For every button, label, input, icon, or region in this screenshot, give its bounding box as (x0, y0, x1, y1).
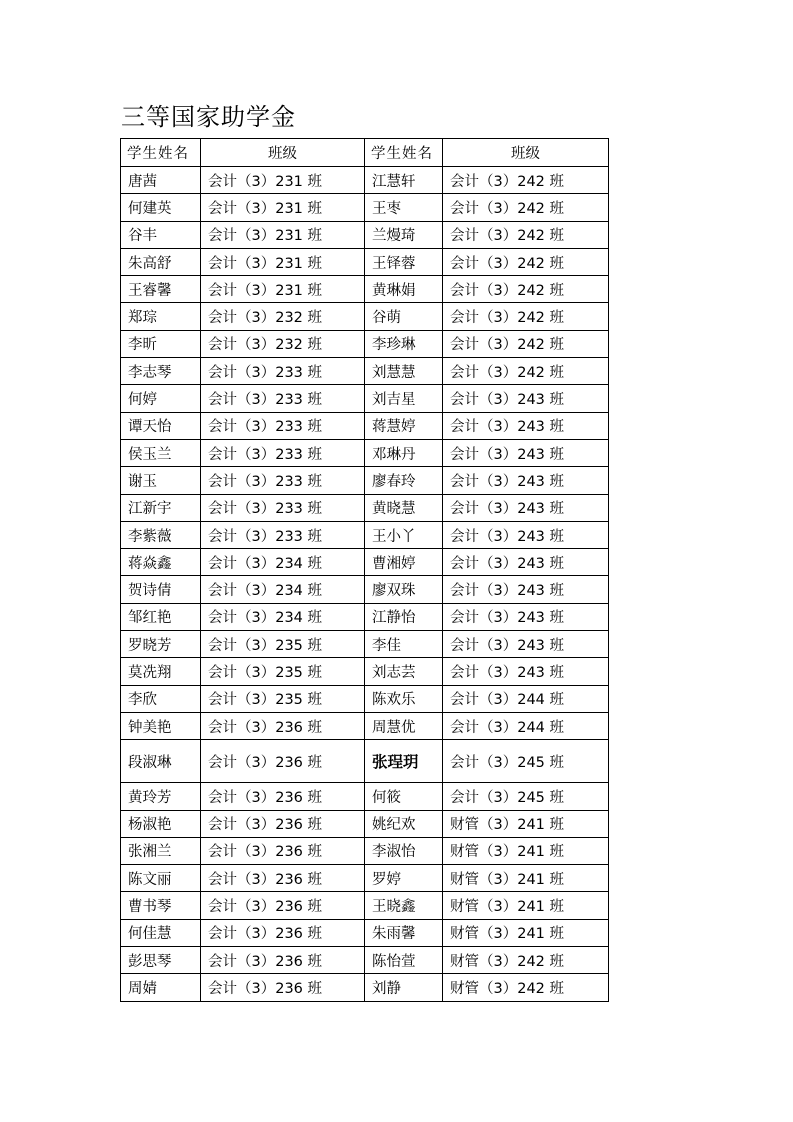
class-left: 会计（3）233 班 (201, 494, 365, 521)
table-row (121, 439, 609, 466)
table-row (121, 783, 609, 810)
page-title: 三等国家助学金 (121, 103, 296, 131)
class-left: 会计（3）236 班 (201, 837, 365, 864)
student-name-left: 黄玲芳 (121, 783, 201, 810)
student-name-right: 兰熳琦 (365, 221, 443, 248)
class-left: 会计（3）234 班 (201, 603, 365, 630)
class-right: 会计（3）243 班 (443, 603, 609, 630)
student-name-right: 江静怡 (365, 603, 443, 630)
class-right: 会计（3）242 班 (443, 167, 609, 194)
student-name-left: 彭思琴 (121, 947, 201, 974)
class-left: 会计（3）233 班 (201, 467, 365, 494)
class-left: 会计（3）231 班 (201, 248, 365, 275)
student-name-right: 陈怡萱 (365, 947, 443, 974)
header-student-name-left: 学生姓名 (121, 139, 201, 167)
table-row (121, 494, 609, 521)
table-row (121, 658, 609, 685)
student-name-right: 李淑怡 (365, 837, 443, 864)
class-right: 会计（3）243 班 (443, 521, 609, 548)
table-row (121, 865, 609, 892)
student-name-right: 姚纪欢 (365, 810, 443, 837)
table-row (121, 276, 609, 303)
student-name-left: 莫冼翔 (121, 658, 201, 685)
table-row (121, 221, 609, 248)
class-left: 会计（3）236 班 (201, 865, 365, 892)
student-name-right: 江慧轩 (365, 167, 443, 194)
class-left: 会计（3）235 班 (201, 658, 365, 685)
table-row (121, 837, 609, 864)
header-class-right: 班级 (443, 139, 609, 167)
student-name-left: 何建英 (121, 194, 201, 221)
student-name-right: 周慧优 (365, 712, 443, 739)
class-left: 会计（3）236 班 (201, 783, 365, 810)
student-name-left: 何佳慧 (121, 919, 201, 946)
student-name-right: 李佳 (365, 631, 443, 658)
class-right: 会计（3）245 班 (443, 783, 609, 810)
table-row (121, 167, 609, 194)
class-left: 会计（3）236 班 (201, 712, 365, 739)
student-name-left: 陈文丽 (121, 865, 201, 892)
class-right: 会计（3）242 班 (443, 194, 609, 221)
student-name-left: 郑琮 (121, 303, 201, 330)
table-row (121, 631, 609, 658)
student-name-left: 张湘兰 (121, 837, 201, 864)
student-name-left: 江新宇 (121, 494, 201, 521)
class-right: 会计（3）243 班 (443, 549, 609, 576)
class-left: 会计（3）233 班 (201, 412, 365, 439)
class-right: 会计（3）243 班 (443, 631, 609, 658)
table-row (121, 521, 609, 548)
class-left: 会计（3）232 班 (201, 330, 365, 357)
table-row (121, 576, 609, 603)
class-right: 会计（3）242 班 (443, 276, 609, 303)
class-right: 会计（3）243 班 (443, 467, 609, 494)
student-name-left: 李昕 (121, 330, 201, 357)
table-row (121, 194, 609, 221)
table-row (121, 974, 609, 1001)
student-name-right: 谷萌 (365, 303, 443, 330)
class-right: 会计（3）243 班 (443, 439, 609, 466)
class-left: 会计（3）236 班 (201, 740, 365, 783)
class-right: 会计（3）242 班 (443, 358, 609, 385)
class-right: 会计（3）243 班 (443, 412, 609, 439)
table-row (121, 467, 609, 494)
class-left: 会计（3）236 班 (201, 947, 365, 974)
student-name-right: 王小丫 (365, 521, 443, 548)
student-name-right: 何筱 (365, 783, 443, 810)
class-right: 财管（3）241 班 (443, 837, 609, 864)
student-name-right: 蒋慧婷 (365, 412, 443, 439)
student-name-right: 张珵玥 (365, 740, 443, 783)
student-name-left: 段淑琳 (121, 740, 201, 783)
class-left: 会计（3）235 班 (201, 685, 365, 712)
student-name-right: 刘志芸 (365, 658, 443, 685)
student-name-right: 王晓鑫 (365, 892, 443, 919)
student-name-left: 邹红艳 (121, 603, 201, 630)
table-row (121, 740, 609, 783)
class-left: 会计（3）236 班 (201, 919, 365, 946)
class-left: 会计（3）234 班 (201, 576, 365, 603)
student-name-left: 谷丰 (121, 221, 201, 248)
class-left: 会计（3）233 班 (201, 521, 365, 548)
class-right: 会计（3）243 班 (443, 494, 609, 521)
student-name-right: 廖春玲 (365, 467, 443, 494)
student-name-left: 何婷 (121, 385, 201, 412)
class-right: 财管（3）241 班 (443, 865, 609, 892)
student-name-left: 王睿馨 (121, 276, 201, 303)
table-row (121, 810, 609, 837)
student-name-left: 贺诗倩 (121, 576, 201, 603)
student-name-right: 王铎蓉 (365, 248, 443, 275)
student-name-left: 李志琴 (121, 358, 201, 385)
student-name-right: 刘静 (365, 974, 443, 1001)
table-body (121, 167, 609, 1002)
class-right: 会计（3）242 班 (443, 221, 609, 248)
student-name-left: 唐茜 (121, 167, 201, 194)
table-row (121, 303, 609, 330)
student-name-left: 罗晓芳 (121, 631, 201, 658)
student-name-left: 侯玉兰 (121, 439, 201, 466)
table-row (121, 358, 609, 385)
class-right: 会计（3）243 班 (443, 576, 609, 603)
student-name-right: 朱雨馨 (365, 919, 443, 946)
class-left: 会计（3）231 班 (201, 276, 365, 303)
class-right: 会计（3）242 班 (443, 303, 609, 330)
table-row (121, 919, 609, 946)
table-row (121, 892, 609, 919)
table-row (121, 248, 609, 275)
student-name-right: 李珍琳 (365, 330, 443, 357)
class-right: 财管（3）241 班 (443, 810, 609, 837)
student-name-left: 钟美艳 (121, 712, 201, 739)
table-row (121, 712, 609, 739)
student-name-right: 刘慧慧 (365, 358, 443, 385)
student-name-left: 李紫薇 (121, 521, 201, 548)
student-name-right: 廖双珠 (365, 576, 443, 603)
class-right: 会计（3）244 班 (443, 685, 609, 712)
table-row (121, 947, 609, 974)
class-left: 会计（3）233 班 (201, 385, 365, 412)
class-right: 财管（3）241 班 (443, 892, 609, 919)
grant-recipient-table (120, 138, 609, 1002)
table-row (121, 603, 609, 630)
student-name-right: 陈欢乐 (365, 685, 443, 712)
table-row (121, 685, 609, 712)
class-left: 会计（3）231 班 (201, 221, 365, 248)
class-right: 会计（3）242 班 (443, 330, 609, 357)
class-left: 会计（3）236 班 (201, 810, 365, 837)
table-row (121, 412, 609, 439)
student-name-right: 刘吉星 (365, 385, 443, 412)
class-left: 会计（3）235 班 (201, 631, 365, 658)
class-left: 会计（3）231 班 (201, 194, 365, 221)
student-name-left: 谭天怡 (121, 412, 201, 439)
student-name-left: 曹书琴 (121, 892, 201, 919)
student-name-left: 谢玉 (121, 467, 201, 494)
header-class-left: 班级 (201, 139, 365, 167)
student-name-left: 周婧 (121, 974, 201, 1001)
class-right: 会计（3）245 班 (443, 740, 609, 783)
header-student-name-right: 学生姓名 (365, 139, 443, 167)
class-right: 会计（3）243 班 (443, 385, 609, 412)
student-name-right: 王枣 (365, 194, 443, 221)
student-name-right: 邓琳丹 (365, 439, 443, 466)
class-right: 财管（3）242 班 (443, 974, 609, 1001)
student-name-left: 杨淑艳 (121, 810, 201, 837)
class-left: 会计（3）236 班 (201, 892, 365, 919)
student-name-right: 曹湘婷 (365, 549, 443, 576)
class-right: 会计（3）242 班 (443, 248, 609, 275)
class-left: 会计（3）232 班 (201, 303, 365, 330)
student-name-left: 蒋焱鑫 (121, 549, 201, 576)
table-header-row (121, 139, 609, 167)
class-left: 会计（3）233 班 (201, 358, 365, 385)
class-right: 会计（3）244 班 (443, 712, 609, 739)
class-right: 会计（3）243 班 (443, 658, 609, 685)
class-left: 会计（3）236 班 (201, 974, 365, 1001)
table-row (121, 549, 609, 576)
student-name-right: 黄琳娟 (365, 276, 443, 303)
class-right: 财管（3）241 班 (443, 919, 609, 946)
class-left: 会计（3）231 班 (201, 167, 365, 194)
class-left: 会计（3）234 班 (201, 549, 365, 576)
table-row (121, 330, 609, 357)
student-name-right: 黄晓慧 (365, 494, 443, 521)
student-name-right: 罗婷 (365, 865, 443, 892)
table-row (121, 385, 609, 412)
class-right: 财管（3）242 班 (443, 947, 609, 974)
class-left: 会计（3）233 班 (201, 439, 365, 466)
student-name-left: 朱高舒 (121, 248, 201, 275)
student-name-left: 李欣 (121, 685, 201, 712)
